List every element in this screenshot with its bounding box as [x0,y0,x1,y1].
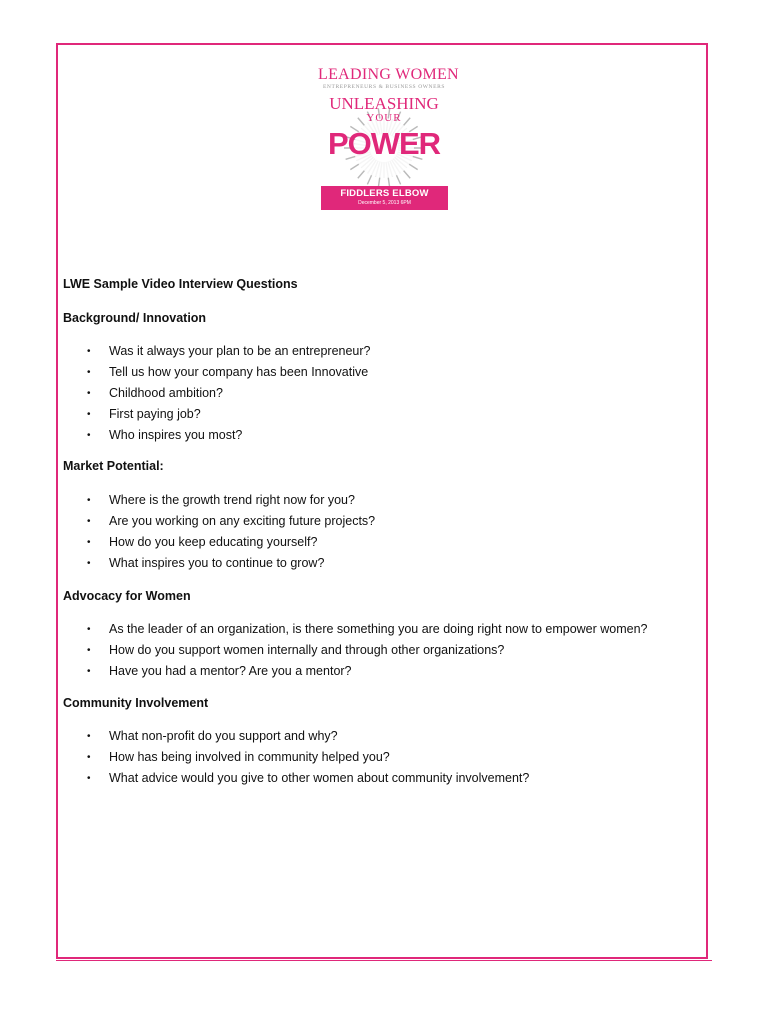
list-item-text: What advice would you give to other women about community involvement? [109,771,530,785]
section-heading: Community Involvement [63,696,209,710]
list-item-text: Childhood ambition? [109,386,223,400]
bullet-icon: • [87,645,91,656]
bullet-icon: • [87,731,91,742]
bullet-list [63,726,529,789]
logo-title: LEADING WOMEN [318,66,459,83]
logo-unleashing: UNLEASHING [329,94,439,113]
bullet-icon: • [87,773,91,784]
list-item [63,768,529,789]
list-item-text: Was it always your plan to be an entrepreneur? [109,344,371,358]
list-item [63,404,371,425]
list-item-text: How has being involved in community helped you? [109,750,390,764]
list-item-text: Who inspires you most? [109,428,243,442]
bullet-list [63,341,371,446]
logo-power: POWER [327,126,441,161]
bullet-icon: • [87,495,91,506]
document-title: LWE Sample Video Interview Questions [63,277,298,291]
list-item [63,619,648,640]
bullet-icon: • [87,537,91,548]
list-item-text: How do you keep educating yourself? [109,535,318,549]
bullet-icon: • [87,624,91,635]
bullet-icon: • [87,516,91,527]
list-item [63,640,648,661]
list-item [63,362,371,383]
page-border-bottom-rule [56,960,712,961]
event-logo [318,64,459,212]
list-item-text: First paying job? [109,407,201,421]
list-item-text: What non-profit do you support and why? [109,729,338,743]
logo-banner [321,186,448,210]
banner-date: December 5, 2013 6PM [358,200,411,206]
list-item [63,726,529,747]
list-item [63,661,648,682]
bullet-icon: • [87,430,91,441]
list-item-text: How do you support women internally and through other organizations? [109,643,505,657]
bullet-icon: • [87,346,91,357]
list-item [63,383,371,404]
list-item [63,341,371,362]
list-item [63,425,371,446]
list-item-text: Tell us how your company has been Innovative [109,365,369,379]
section-heading: Advocacy for Women [63,589,191,603]
list-item [63,747,529,768]
list-item-text: Are you working on any exciting future projects? [109,514,376,528]
bullet-icon: • [87,367,91,378]
bullet-list [63,619,648,682]
bullet-icon: • [87,388,91,399]
list-item [63,490,375,511]
banner-title: FIDDLERS ELBOW [340,188,429,199]
bullet-list [63,490,375,574]
bullet-icon: • [87,666,91,677]
logo-your: YOUR [366,112,402,124]
list-item [63,511,375,532]
section-heading: Market Potential: [63,459,164,473]
list-item-text: Where is the growth trend right now for you? [109,493,355,507]
bullet-icon: • [87,752,91,763]
list-item-text: What inspires you to continue to grow? [109,556,325,570]
list-item [63,532,375,553]
list-item-text: Have you had a mentor? Are you a mentor? [109,664,352,678]
bullet-icon: • [87,558,91,569]
list-item [63,553,375,574]
logo-subtitle: ENTREPRENEURS & BUSINESS OWNERS [322,84,446,90]
bullet-icon: • [87,409,91,420]
section-heading: Background/ Innovation [63,311,207,325]
list-item-text: As the leader of an organization, is there something you are doing right now to empower women? [109,622,648,636]
